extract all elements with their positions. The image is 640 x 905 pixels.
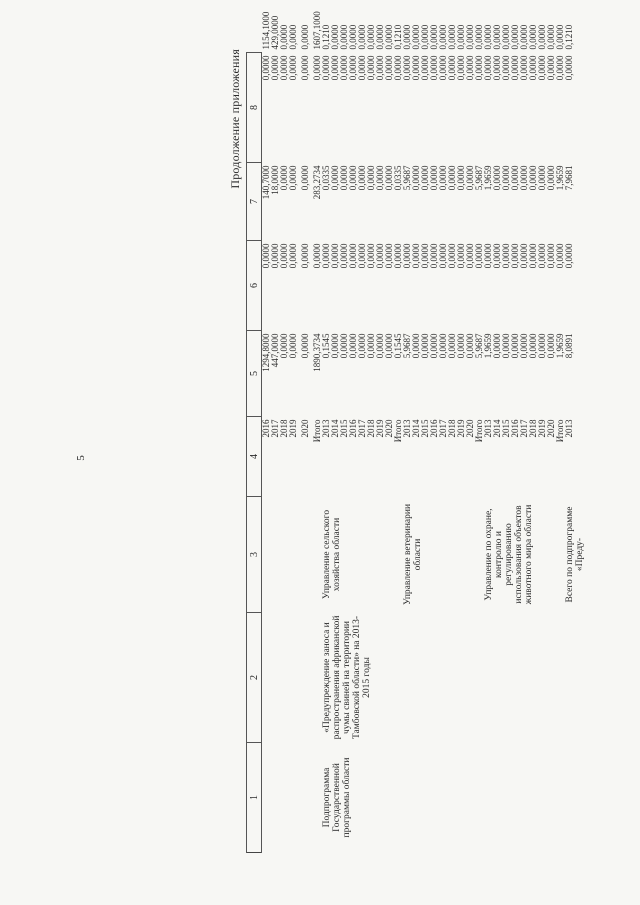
- cell-year: 2014: [330, 419, 340, 438]
- cell-v4: 0,0000: [300, 333, 310, 359]
- cell-year: 2013: [402, 419, 412, 438]
- table-row: 2020 0,0000 0,0000 0,0000 0,0000 0,0000: [466, 53, 475, 853]
- cell-year: 2016: [510, 419, 520, 438]
- cell-v6: 0,0000: [279, 165, 289, 191]
- cell-v7: 0,0000: [321, 55, 331, 81]
- table-row: Итого 5,9687 0,0000 5,9687 0,0000 0,0000: [475, 53, 484, 853]
- cell-v7: 0,0000: [288, 55, 298, 81]
- cell-c3: Управление сельского хозяйства области: [322, 509, 342, 600]
- cell-v4: 0,0000: [465, 333, 475, 359]
- cell-v4: 0,0000: [411, 333, 421, 359]
- table-row: 2017 447,0000 0,0000 18,0000 0,0000 429,0000: [271, 53, 280, 853]
- table-row: 2017 0,0000 0,0000 0,0000 0,0000 0,0000: [358, 53, 367, 853]
- cell-v6: 0,0000: [384, 165, 394, 191]
- cell-v7: 0,0000: [270, 55, 280, 81]
- continuation-heading: Продолжение приложения: [228, 49, 242, 189]
- cell-v5: 0,0000: [510, 243, 520, 269]
- cell-v7: 0,0000: [519, 55, 529, 81]
- cell-v7: 0,0000: [357, 55, 367, 81]
- cell-v7: 0,0000: [411, 55, 421, 81]
- cell-v7: 0,0000: [384, 55, 394, 81]
- cell-v6: 0,0000: [366, 165, 376, 191]
- cell-v6: 0,0000: [411, 165, 421, 191]
- cell-v6: 0,0000: [465, 165, 475, 191]
- cell-year: 2016: [429, 419, 439, 438]
- cell-v7: 0,0000: [447, 55, 457, 81]
- cell-v5: 0,0000: [474, 243, 484, 269]
- cell-v7: 0,0000: [348, 55, 358, 81]
- cell-v6: 18,0000: [270, 165, 280, 195]
- cell-c1: Подпрограмма Государственной программы области: [322, 757, 352, 838]
- cell-v4: 0,0000: [456, 333, 466, 359]
- cell-v6: 0,0000: [537, 165, 547, 191]
- cell-v5: 0,0000: [384, 243, 394, 269]
- table-row: 2018 0,0000 0,0000 0,0000 0,0000 0,0000: [280, 53, 289, 853]
- cell-v7: 0,0000: [555, 55, 565, 81]
- cell-year: 2018: [447, 419, 457, 438]
- table-row: 2020 0,0000 0,0000 0,0000 0,0000 0,0000: [385, 53, 394, 853]
- cell-v7: 0,0000: [456, 55, 466, 81]
- cell-v4: 447,0000: [270, 333, 280, 368]
- table-row: 2016 0,0000 0,0000 0,0000 0,0000 0,0000: [511, 53, 520, 853]
- table-row: 2016 0,0000 0,0000 0,0000 0,0000 0,0000: [349, 53, 358, 853]
- cell-year: 2013: [564, 419, 574, 438]
- cell-year: 2013: [483, 419, 493, 438]
- cell-v5: 0,0000: [411, 243, 421, 269]
- cell-v5: 0,0000: [348, 243, 358, 269]
- cell-v6: 0,0000: [348, 165, 358, 191]
- cell-v5: 0,0000: [555, 243, 565, 269]
- cell-v4: 0,0000: [357, 333, 367, 359]
- cell-v6: 0,0000: [528, 165, 538, 191]
- cell-v4: 0,0000: [348, 333, 358, 359]
- cell-c3: Управление ветеринарии области: [403, 503, 423, 606]
- cell-year: 2014: [492, 419, 502, 438]
- cell-year: 2016: [348, 419, 358, 438]
- cell-v5: 0,0000: [447, 243, 457, 269]
- cell-v7: 0,0000: [375, 55, 385, 81]
- cell-v5: 0,0000: [279, 243, 289, 269]
- table-row: Всего по подпрограмме «Преду- 2013 8,0891 0,0000 7,9681 0,0000 0,1210: [565, 53, 585, 853]
- cell-v5: 0,0000: [261, 243, 271, 269]
- cell-v6: 0,0000: [357, 165, 367, 191]
- cell-year: 2017: [519, 419, 529, 438]
- cell-v7: 0,0000: [483, 55, 493, 81]
- cell-v6: 5,9687: [474, 165, 484, 191]
- cell-v4: 0,0000: [528, 333, 538, 359]
- cell-v6: 5,9687: [402, 165, 412, 191]
- table-row: 2016 1294,8000 0,0000 140,7000 0,0000 1154,1000: [262, 53, 272, 853]
- cell-v4: 0,0000: [330, 333, 340, 359]
- table-row: Подпрограмма Государственной программы области «Предупреждение заноса и распространения африканской чумы свиней на территории Тамбовской области» на 2013-2015 годы Управление сельского хозяйства области 2013 0,1545 0,0000 0,0335 0,0000 0,1210: [322, 53, 331, 853]
- cell-v5: 0,0000: [546, 243, 556, 269]
- cell-v4: 0,1545: [321, 333, 331, 359]
- cell-v5: 0,0000: [375, 243, 385, 269]
- cell-v5: 0,0000: [300, 243, 310, 269]
- column-header-1: 1: [247, 743, 262, 853]
- cell-v5: 0,0000: [456, 243, 466, 269]
- cell-v7: 0,0000: [429, 55, 439, 81]
- cell-v6: 0,0000: [447, 165, 457, 191]
- table-row: 2015 0,0000 0,0000 0,0000 0,0000 0,0000: [340, 53, 349, 853]
- cell-v5: 0,0000: [519, 243, 529, 269]
- cell-v5: 0,0000: [270, 243, 280, 269]
- cell-year: Итого: [312, 419, 322, 443]
- cell-v6: 0,0000: [438, 165, 448, 191]
- cell-v4: 0,0000: [288, 333, 298, 359]
- cell-year: Итого: [393, 419, 403, 443]
- cell-v4: 0,0000: [546, 333, 556, 359]
- cell-v5: 0,0000: [330, 243, 340, 269]
- cell-c2: [262, 613, 323, 743]
- budget-table: [246, 11, 585, 854]
- cell-v7: 0,0000: [279, 55, 289, 81]
- cell-year: 2013: [321, 419, 331, 438]
- cell-v5: 0,0000: [492, 243, 502, 269]
- cell-v6: 0,0000: [375, 165, 385, 191]
- cell-year: 2020: [300, 419, 310, 438]
- table-row: 2014 0,0000 0,0000 0,0000 0,0000 0,0000: [331, 53, 340, 853]
- table-row: 2020 0,0000 0,0000 0,0000 0,0000 0,0000: [301, 53, 313, 853]
- cell-v4: 0,1545: [393, 333, 403, 359]
- cell-v5: 0,0000: [429, 243, 439, 269]
- cell-v5: 0,0000: [564, 243, 574, 269]
- cell-year: 2018: [366, 419, 376, 438]
- cell-v6: 0,0000: [492, 165, 502, 191]
- cell-year: 2020: [546, 419, 556, 438]
- cell-v4: 0,0000: [339, 333, 349, 359]
- cell-v7: 0,0000: [420, 55, 430, 81]
- cell-v7: 0,0000: [501, 55, 511, 81]
- table-body: [260, 11, 586, 853]
- cell-year: 2019: [537, 419, 547, 438]
- cell-v4: 0,0000: [420, 333, 430, 359]
- cell-year: 2014: [411, 419, 421, 438]
- cell-v5: 0,0000: [501, 243, 511, 269]
- cell-v6: 0,0000: [339, 165, 349, 191]
- cell-v6: 0,0000: [546, 165, 556, 191]
- table-row: 2015 0,0000 0,0000 0,0000 0,0000 0,0000: [421, 53, 430, 853]
- cell-v6: 140,7000: [261, 165, 271, 200]
- cell-c2: «Предупреждение заноса и распространения африканской чумы свиней на территории Тамбовской области» на 2013-2015 годы: [322, 615, 372, 740]
- header-row: [247, 53, 262, 853]
- cell-v7: 0,0000: [546, 55, 556, 81]
- table-row: 2019 0,0000 0,0000 0,0000 0,0000 0,0000: [538, 53, 547, 853]
- cell-year: Итого: [555, 419, 565, 443]
- cell-v6: 0,0000: [501, 165, 511, 191]
- cell-year: 2015: [420, 419, 430, 438]
- cell-c3: [262, 497, 323, 613]
- cell-v4: 5,9687: [402, 333, 412, 359]
- cell-year: 2017: [438, 419, 448, 438]
- cell-v6: 0,0000: [300, 165, 310, 191]
- column-header-4: 4: [247, 417, 262, 497]
- table-row: 2019 0,0000 0,0000 0,0000 0,0000 0,0000: [376, 53, 385, 853]
- cell-v6: 1,9659: [483, 165, 493, 191]
- cell-year: 2019: [375, 419, 385, 438]
- table-header: [247, 53, 262, 853]
- cell-v7: 0,0000: [438, 55, 448, 81]
- cell-v7: 0,0000: [402, 55, 412, 81]
- cell-v5: 0,0000: [537, 243, 547, 269]
- cell-v7: 0,0000: [564, 55, 574, 81]
- cell-v5: 0,0000: [420, 243, 430, 269]
- cell-year: 2019: [456, 419, 466, 438]
- table-row: 2018 0,0000 0,0000 0,0000 0,0000 0,0000: [367, 53, 376, 853]
- table-row: 2016 0,0000 0,0000 0,0000 0,0000 0,0000: [430, 53, 439, 853]
- cell-v6: 0,0000: [429, 165, 439, 191]
- cell-v6: 0,0335: [393, 165, 403, 191]
- column-header-8: 8: [247, 53, 262, 163]
- cell-v7: 0,0000: [312, 55, 322, 81]
- cell-v5: 0,0000: [339, 243, 349, 269]
- cell-year: 2017: [357, 419, 367, 438]
- table-row: Итого 1,9659 0,0000 1,9659 0,0000 0,0000: [556, 53, 565, 853]
- cell-v4: 1,9659: [483, 333, 493, 359]
- cell-year: 2016: [261, 419, 271, 438]
- cell-v5: 0,0000: [528, 243, 538, 269]
- cell-v7: 0,0000: [465, 55, 475, 81]
- cell-year: 2020: [465, 419, 475, 438]
- cell-year: 2019: [288, 419, 298, 438]
- cell-c3: Управление по охране, контролю и регулированию использования объектов животного мира области: [484, 504, 534, 605]
- cell-v6: 1,9659: [555, 165, 565, 191]
- cell-v4: 0,0000: [519, 333, 529, 359]
- cell-v4: 1294,8000: [261, 333, 271, 372]
- cell-v5: 0,0000: [321, 243, 331, 269]
- table-row: Управление по охране, контролю и регулированию использования объектов животного мира области 2013 1,9659 0,0000 1,9659 0,0000 0,0000: [484, 53, 493, 853]
- column-header-7: 7: [247, 163, 262, 241]
- cell-v4: 0,0000: [375, 333, 385, 359]
- cell-v5: 0,0000: [357, 243, 367, 269]
- cell-v6: 0,0000: [456, 165, 466, 191]
- cell-v5: 0,0000: [438, 243, 448, 269]
- cell-v5: 0,0000: [465, 243, 475, 269]
- table-row: 2017 0,0000 0,0000 0,0000 0,0000 0,0000: [520, 53, 529, 853]
- table-row: Итого 0,1545 0,0000 0,0335 0,0000 0,1210: [394, 53, 403, 853]
- cell-v4: 0,0000: [279, 333, 289, 359]
- cell-year: 2018: [528, 419, 538, 438]
- cell-v6: 0,0000: [510, 165, 520, 191]
- cell-v7: 0,0000: [492, 55, 502, 81]
- cell-v4: 0,0000: [537, 333, 547, 359]
- column-header-2: 2: [247, 613, 262, 743]
- cell-v4: 0,0000: [492, 333, 502, 359]
- rotated-content: [0, 11, 611, 893]
- cell-v4: 0,0000: [501, 333, 511, 359]
- cell-v5: 0,0000: [483, 243, 493, 269]
- column-header-5: 5: [247, 331, 262, 417]
- table-row: 2017 0,0000 0,0000 0,0000 0,0000 0,0000: [439, 53, 448, 853]
- cell-v4: 1,9659: [555, 333, 565, 359]
- cell-v7: 0,0000: [330, 55, 340, 81]
- cell-c3: Всего по подпрограмме «Преду-: [565, 506, 585, 603]
- cell-v7: 0,0000: [366, 55, 376, 81]
- column-header-3: 3: [247, 497, 262, 613]
- cell-v4: 0,0000: [438, 333, 448, 359]
- cell-v7: 0,0000: [537, 55, 547, 81]
- cell-v6: 0,0000: [330, 165, 340, 191]
- cell-v5: 0,0000: [288, 243, 298, 269]
- table-row: Управление ветеринарии области 2013 5,9687 0,0000 5,9687 0,0000 0,0000: [403, 53, 412, 853]
- cell-year: 2018: [279, 419, 289, 438]
- table-row: 2015 0,0000 0,0000 0,0000 0,0000 0,0000: [502, 53, 511, 853]
- cell-v6: 283,2734: [312, 165, 322, 200]
- table-row: 2018 0,0000 0,0000 0,0000 0,0000 0,0000: [529, 53, 538, 853]
- cell-v6: 0,0000: [288, 165, 298, 191]
- cell-c1: [262, 743, 323, 853]
- cell-v4: 0,0000: [510, 333, 520, 359]
- table-row: 2020 0,0000 0,0000 0,0000 0,0000 0,0000: [547, 53, 556, 853]
- table-row: 2014 0,0000 0,0000 0,0000 0,0000 0,0000: [493, 53, 502, 853]
- table-row: 2014 0,0000 0,0000 0,0000 0,0000 0,0000: [412, 53, 421, 853]
- cell-year: Итого: [474, 419, 484, 443]
- cell-year: 2020: [384, 419, 394, 438]
- cell-v7: 0,0000: [339, 55, 349, 81]
- cell-v6: 0,0335: [321, 165, 331, 191]
- cell-year: 2015: [501, 419, 511, 438]
- cell-v7: 0,0000: [528, 55, 538, 81]
- cell-year: 2015: [339, 419, 349, 438]
- cell-v4: 0,0000: [447, 333, 457, 359]
- cell-v7: 0,0000: [474, 55, 484, 81]
- cell-v6: 7,9681: [564, 165, 574, 191]
- table-row: 2019 0,0000 0,0000 0,0000 0,0000 0,0000: [289, 53, 301, 853]
- cell-year: 2017: [270, 419, 280, 438]
- table-row: 2019 0,0000 0,0000 0,0000 0,0000 0,0000: [457, 53, 466, 853]
- cell-v7: 0,0000: [393, 55, 403, 81]
- cell-v4: 8,0891: [564, 333, 574, 359]
- cell-v6: 0,0000: [420, 165, 430, 191]
- page-number: 5: [74, 455, 87, 461]
- cell-v6: 0,0000: [519, 165, 529, 191]
- table-row: 2018 0,0000 0,0000 0,0000 0,0000 0,0000: [448, 53, 457, 853]
- cell-v4: 0,0000: [366, 333, 376, 359]
- cell-v7: 0,0000: [510, 55, 520, 81]
- cell-v7: 0,0000: [300, 55, 310, 81]
- cell-v5: 0,0000: [366, 243, 376, 269]
- column-header-6: 6: [247, 241, 262, 331]
- cell-v5: 0,0000: [312, 243, 322, 269]
- cell-v5: 0,0000: [393, 243, 403, 269]
- cell-v4: 0,0000: [429, 333, 439, 359]
- table-row: Итого 1890,3734 0,0000 283,2734 0,0000 1607,1000: [313, 53, 322, 853]
- cell-v4: 5,9687: [474, 333, 484, 359]
- cell-v4: 0,0000: [384, 333, 394, 359]
- cell-v5: 0,0000: [402, 243, 412, 269]
- cell-v7: 0,0000: [261, 55, 271, 81]
- cell-v4: 1890,3734: [312, 333, 322, 372]
